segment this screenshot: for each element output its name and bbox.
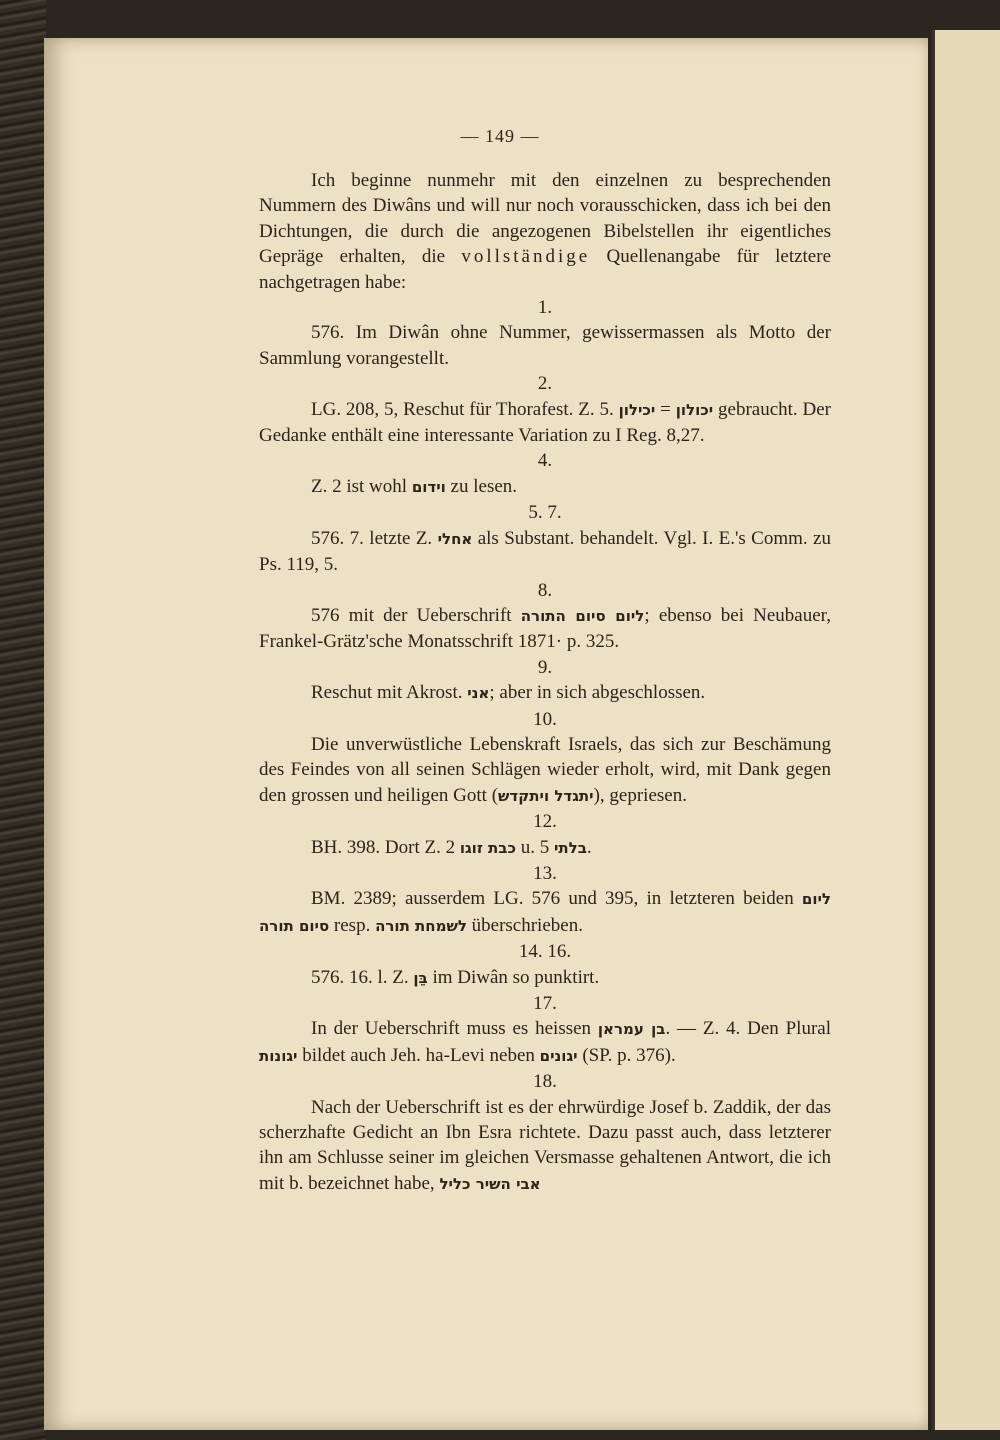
entry-13-text: BM. 2389; ausserdem LG. 576 und 395, in letzteren beiden xyxy=(311,888,802,910)
entry-number-5-7: 5. 7. xyxy=(528,502,562,524)
entry-17-text: (SP. p. 376). xyxy=(577,1044,676,1066)
entry-number-1: 1. xyxy=(537,297,553,319)
hebrew-word: ליום סיום התורה xyxy=(520,606,645,625)
entry-number-14-16: 14. 16. xyxy=(518,941,572,963)
entry-18-text: Nach der Ueberschrift ist es der ehrwürdige Josef b. Zaddik, der das scherzhafte Gedicht an Ibn Esra richtete. Dazu passt auch, dass letzterer ihn am Schlusse seiner im gleichen Versmasse gehaltenen Antwort, die ich mit b. bezeichnet habe, xyxy=(259,1096,831,1194)
hebrew-word: אחלי xyxy=(437,529,473,548)
entry-10-text: Die unverwüstliche Lebenskraft Israels, das sich zur Beschämung des Feindes von all seinen Schlägen wieder erholt, wird, mit Dank gegen den grossen und heiligen Gott ( xyxy=(259,733,831,806)
entry-17-text: In der Ueberschrift muss es heissen xyxy=(311,1018,598,1040)
page-number: — 149 — xyxy=(460,126,540,146)
entry-9 xyxy=(259,680,831,706)
entry-number-17: 17. xyxy=(533,993,557,1014)
entry-number-12: 12. xyxy=(533,811,557,833)
hebrew-word: יתגדל ויתקדש xyxy=(498,786,594,805)
hebrew-word: בלתי xyxy=(553,838,587,857)
hebrew-word: יכילון xyxy=(618,400,656,419)
entry-12 xyxy=(259,835,831,861)
entry-2-text: = xyxy=(655,398,676,420)
hebrew-word: כבת זוגו xyxy=(459,838,516,857)
entry-number-8: 8. xyxy=(537,579,553,601)
entry-5-7 xyxy=(259,526,831,578)
entry-12-text: u. 5 xyxy=(515,836,554,858)
next-page-edge xyxy=(932,30,1000,1430)
entry-14-16 xyxy=(259,965,831,991)
entry-17 xyxy=(259,1016,831,1069)
entry-1: 576. Im Diwân ohne Nummer, gewissermassen als Motto der Sammlung vorangestellt. xyxy=(259,322,831,369)
hebrew-word: יגונות xyxy=(259,1046,298,1065)
entry-13-text: überschrieben. xyxy=(466,914,583,936)
entry-5-7-text: als Substant. behandelt. Vgl. I. E.'s Comm. zu Ps. 119, 5. xyxy=(259,527,831,576)
entry-2-text: gebraucht. Der Gedanke enthält eine interessante Variation zu I Reg. 8,27. xyxy=(259,398,831,447)
entry-number-2: 2. xyxy=(537,373,553,395)
entry-number-18: 18. xyxy=(533,1071,557,1093)
hebrew-word: יכולון xyxy=(675,400,714,419)
entry-number-10: 10. xyxy=(533,708,557,730)
hebrew-word: לשמחת תורה xyxy=(375,916,467,935)
entry-17-text: . — Z. 4. Den Plural xyxy=(665,1018,831,1040)
entry-4-text: zu lesen. xyxy=(445,475,518,497)
entry-14-16-text: im Diwân so punktirt. xyxy=(427,966,600,988)
entry-10 xyxy=(259,732,831,809)
hebrew-word: בן עמראן xyxy=(597,1020,666,1039)
hebrew-word: יגונים xyxy=(539,1046,578,1065)
hebrew-word: אבי השיר כליל xyxy=(439,1174,541,1193)
hebrew-word: ליום סיום תורה xyxy=(259,890,831,935)
intro-text: Ich beginne nunmehr mit den einzelnen zu besprechenden Nummern des Diwâns und will nur noch vorausschicken, dass ich bei den Dichtungen, die durch die angezogenen Bibelstellen ihr eigentliches Gepräge erhalten, die xyxy=(259,170,831,268)
entry-13-text: resp. xyxy=(329,914,376,936)
hebrew-word: בֵּן xyxy=(413,968,428,987)
entry-number-9: 9. xyxy=(537,656,553,678)
entry-8-text: 576 mit der Ueberschrift xyxy=(311,604,521,626)
entry-12-text: . xyxy=(586,836,592,858)
entry-18 xyxy=(259,1095,831,1198)
entry-4-text: Z. 2 ist wohl xyxy=(311,475,412,497)
entry-number-4: 4. xyxy=(537,450,553,472)
entry-10-text: ), gepriesen. xyxy=(593,784,687,806)
intro-paragraph xyxy=(259,168,831,295)
entry-number-13: 13. xyxy=(533,862,557,884)
entry-12-text: BH. 398. Dort Z. 2 xyxy=(311,836,460,858)
entry-9-text: Reschut mit Akrost. xyxy=(311,682,468,704)
entry-2 xyxy=(259,397,831,449)
entry-4 xyxy=(259,474,831,500)
intro-spaced-word: vollständige xyxy=(461,246,591,268)
book-spine xyxy=(0,0,46,1440)
entry-13 xyxy=(259,886,831,939)
hebrew-word: וידום xyxy=(411,477,446,496)
entry-5-7-text: 576. 7. letzte Z. xyxy=(311,527,438,549)
entry-17-text: bildet auch Jeh. ha-Levi neben xyxy=(297,1044,540,1066)
page-text xyxy=(259,168,831,1197)
entry-14-16-text: 576. 16. l. Z. xyxy=(311,966,414,988)
intro-end-text: Quellenangabe für letztere nachgetragen habe: xyxy=(259,246,832,293)
entry-8 xyxy=(259,603,831,655)
entry-9-text: ; aber in sich abgeschlossen. xyxy=(489,682,706,704)
entry-2-text: LG. 208, 5, Reschut für Thorafest. Z. 5. xyxy=(311,398,619,420)
hebrew-word: אני xyxy=(467,684,490,703)
entry-8-text: ; ebenso bei Neubauer, Frankel-Grätz'sche Monatsschrift 1871· p. 325. xyxy=(259,604,831,653)
